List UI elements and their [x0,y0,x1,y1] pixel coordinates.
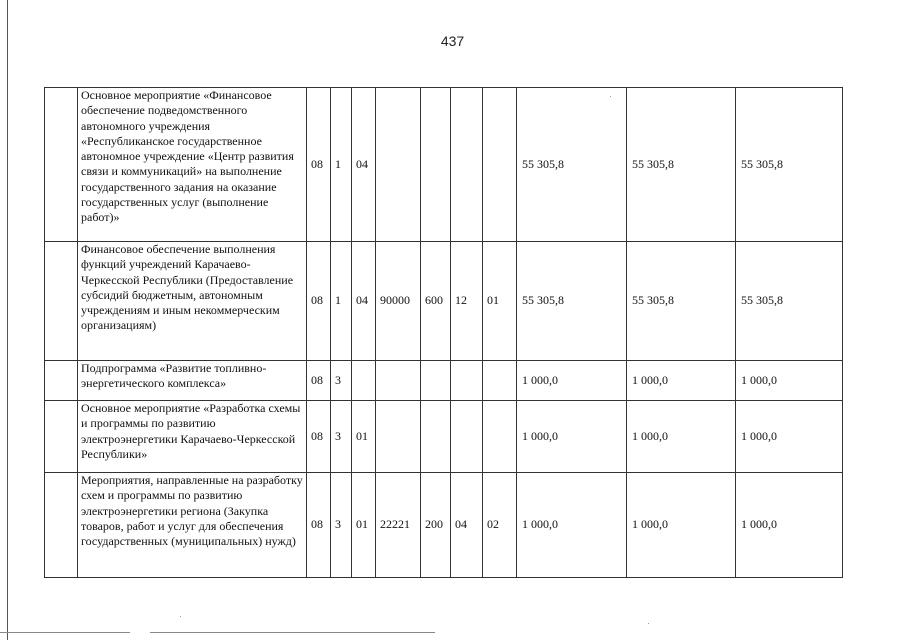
program-cell: 1 [331,88,352,242]
page-number: 437 [440,33,465,49]
scan-speck [180,616,181,617]
program-cell: 1 [331,242,352,361]
sum-1-cell: 55 305,8 [517,242,627,361]
section-cell: 08 [307,361,331,401]
code-b-cell: 01 [483,242,517,361]
expense-type-cell [421,88,451,242]
sum-3-cell: 55 305,8 [736,242,843,361]
sum-2-cell: 55 305,8 [627,88,736,242]
sum-2-cell: 1 000,0 [627,473,736,578]
target-article-cell [376,401,421,473]
row-number-cell [45,473,78,578]
code-b-cell [483,401,517,473]
description-cell: Подпрограмма «Развитие топливно-энергетического комплекса» [78,361,307,401]
description-cell: Финансовое обеспечение выполнения функций учреждений Карачаево-Черкесской Республики (Предоставление субсидий бюджетным, автономным учреждениям и иным некоммерческим организациям) [78,242,307,361]
row-number-cell [45,242,78,361]
code-a-cell: 04 [451,473,483,578]
sum-2-cell: 1 000,0 [627,361,736,401]
code-a-cell: 12 [451,242,483,361]
sum-3-cell: 55 305,8 [736,88,843,242]
target-article-cell: 22221 [376,473,421,578]
budget-table [44,87,843,578]
table-row [45,242,843,361]
sum-1-cell: 1 000,0 [517,361,627,401]
code-b-cell [483,88,517,242]
expense-type-cell [421,361,451,401]
sum-3-cell: 1 000,0 [736,401,843,473]
program-cell: 3 [331,361,352,401]
target-article-cell [376,88,421,242]
section-cell: 08 [307,401,331,473]
expense-type-cell [421,401,451,473]
expense-type-cell: 600 [421,242,451,361]
sum-1-cell: 1 000,0 [517,473,627,578]
subprogram-cell: 01 [352,401,376,473]
code-a-cell [451,401,483,473]
subprogram-cell: 04 [352,242,376,361]
description-cell: Основное мероприятие «Разработка схемы и программы по развитию электроэнергетики Карачаево-Черкесской Республики» [78,401,307,473]
program-cell: 3 [331,401,352,473]
table-row [45,88,843,242]
sum-2-cell: 55 305,8 [627,242,736,361]
scan-line-right [150,632,435,633]
program-cell: 3 [331,473,352,578]
scan-speck [610,96,611,97]
target-article-cell [376,361,421,401]
sum-1-cell: 1 000,0 [517,401,627,473]
section-cell: 08 [307,473,331,578]
scan-line-left [0,632,130,633]
code-a-cell [451,361,483,401]
description-cell: Основное мероприятие «Финансовое обеспечение подведомственного автономного учреждения «Республиканское государственное автономное учреждение «Центр развития связи и коммуникаций» на выполнение государственного задания на оказание государственных услуг (выполнение работ)» [78,88,307,242]
sum-1-cell: 55 305,8 [517,88,627,242]
section-cell: 08 [307,242,331,361]
sum-3-cell: 1 000,0 [736,361,843,401]
code-b-cell [483,361,517,401]
table-row [45,361,843,401]
row-number-cell [45,88,78,242]
code-b-cell: 02 [483,473,517,578]
subprogram-cell: 04 [352,88,376,242]
row-number-cell [45,401,78,473]
page-left-edge [7,0,8,640]
target-article-cell: 90000 [376,242,421,361]
description-cell: Мероприятия, направленные на разработку схем и программы по развитию электроэнергетики региона (Закупка товаров, работ и услуг для обеспечения государственных (муниципальных) нужд) [78,473,307,578]
subprogram-cell: 01 [352,473,376,578]
section-cell: 08 [307,88,331,242]
subprogram-cell [352,361,376,401]
sum-2-cell: 1 000,0 [627,401,736,473]
row-number-cell [45,361,78,401]
scan-speck [648,623,649,624]
table-row [45,473,843,578]
expense-type-cell: 200 [421,473,451,578]
code-a-cell [451,88,483,242]
table-row [45,401,843,473]
sum-3-cell: 1 000,0 [736,473,843,578]
